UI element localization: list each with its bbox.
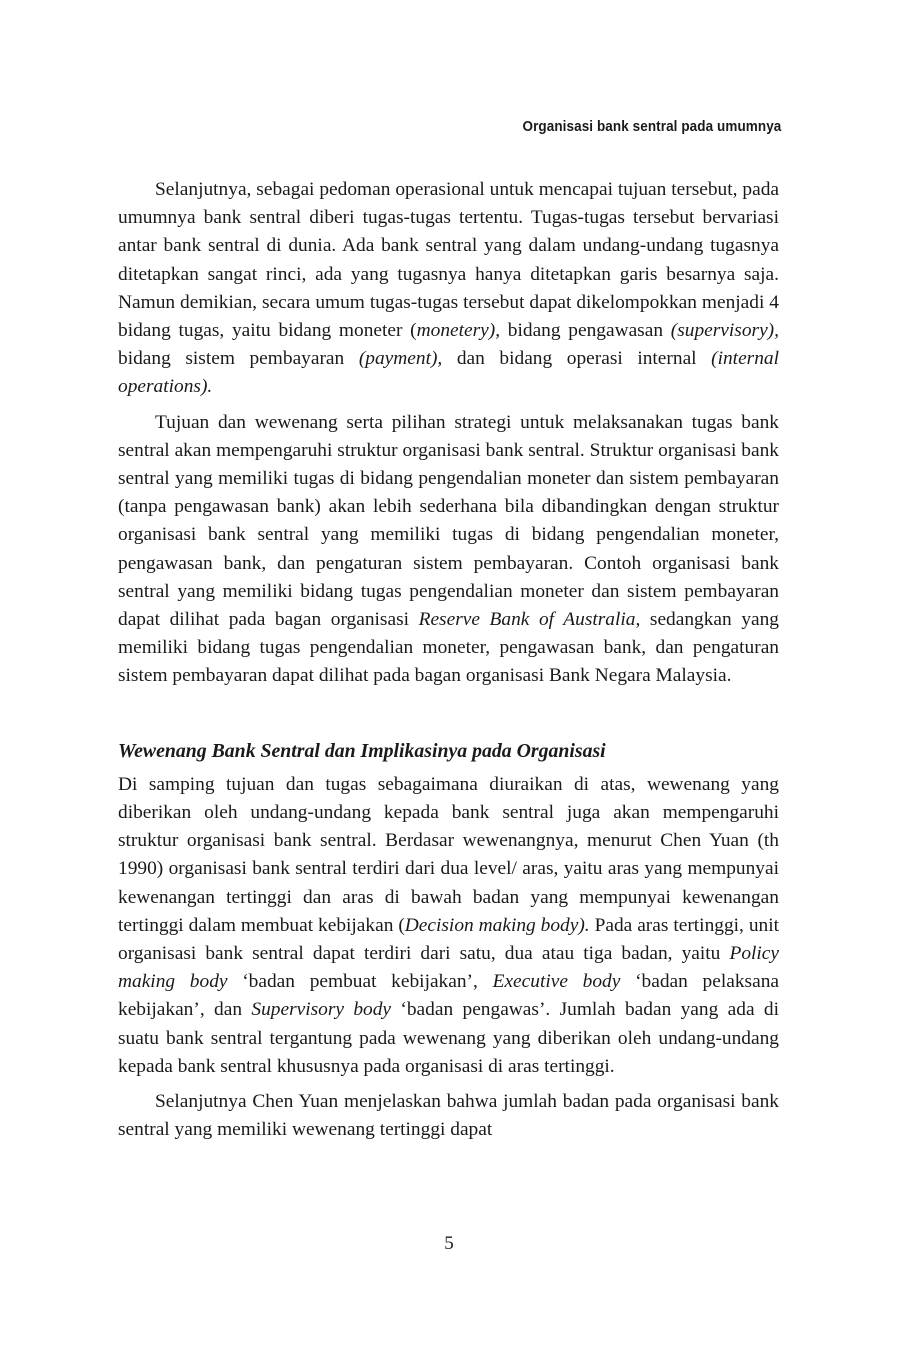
body-text [118,176,779,1145]
paragraph-2: Tujuan dan wewenang serta pilihan strategi untuk melaksanakan tugas bank sentral akan mempengaruhi struktur organisasi bank sentral. Struktur organisasi bank sentral yang memiliki tugas di bidang pengendalian moneter dan sistem pembayaran (tanpa pengawasan bank) akan lebih sederhana bila dibandingkan dengan struktur organisasi bank sentral yang memiliki tugas di bidang pengendalian moneter, pengawasan bank, dan pengaturan sistem pembayaran. Contoh organisasi bank sentral yang memiliki bidang tugas pengendalian moneter dan sistem pembayaran dapat dilihat pada bagan organisasi Reserve Bank of Australia, sedangkan yang memiliki bidang tugas pengendalian moneter, pengawasan bank, dan pengaturan sistem pembayaran dapat dilihat pada bagan organisasi Bank Negara Malaysia. [118,411,780,687]
page-number: 5 [444,1233,454,1254]
paragraph-3: Di samping tujuan dan tugas sebagaimana diuraikan di atas, wewenang yang diberikan oleh undang-undang kepada bank sentral juga akan mempengaruhi struktur organisasi bank sentral. Berdasar wewenangnya, menurut Chen Yuan (th 1990) organisasi bank sentral terdiri dari dua level/ aras, yaitu aras yang mempunyai kewenangan tertinggi dan aras di bawah badan yang mempunyai kewenangan tertinggi dalam membuat kebijakan (Decision making body). Pada aras tertinggi, unit organisasi bank sentral dapat terdiri dari satu, dua atau tiga badan, yaitu Policy making body ‘badan pembuat kebijakan’, Executive body ‘badan pelaksana kebijakan’, dan Supervisory body ‘badan pengawas’. Jumlah badan yang ada di suatu bank sentral tergantung pada wewenang yang diberikan oleh undang-undang kepada bank sentral khususnya pada organisasi di aras tertinggi. [118,773,779,1077]
paragraph-1: Selanjutnya, sebagai pedoman operasional untuk mencapai tujuan tersebut, pada umumnya bank sentral diberi tugas-tugas tertentu. Tugas-tugas tersebut bervariasi antar bank sentral di dunia. Ada bank sentral yang dalam undang-undang tugasnya ditetapkan sangat rinci, ada yang tugasnya hanya ditetapkan garis besarnya saja. Namun demikian, secara umum tugas-tugas tersebut dapat dikelompokkan menjadi 4 bidang tugas, yaitu bidang moneter (monetery), bidang pengawasan (supervisory), bidang sistem pembayaran (payment), dan bidang operasi internal (internal operations). [118,179,779,398]
running-header: Organisasi bank sentral pada umumnya [522,119,781,135]
section-heading: Wewenang Bank Sentral dan Implikasinya pada Organisasi [118,739,606,762]
paragraph-4: Selanjutnya Chen Yuan menjelaskan bahwa jumlah badan pada organisasi bank sentral yang memiliki wewenang tertinggi dapat [118,1091,779,1141]
